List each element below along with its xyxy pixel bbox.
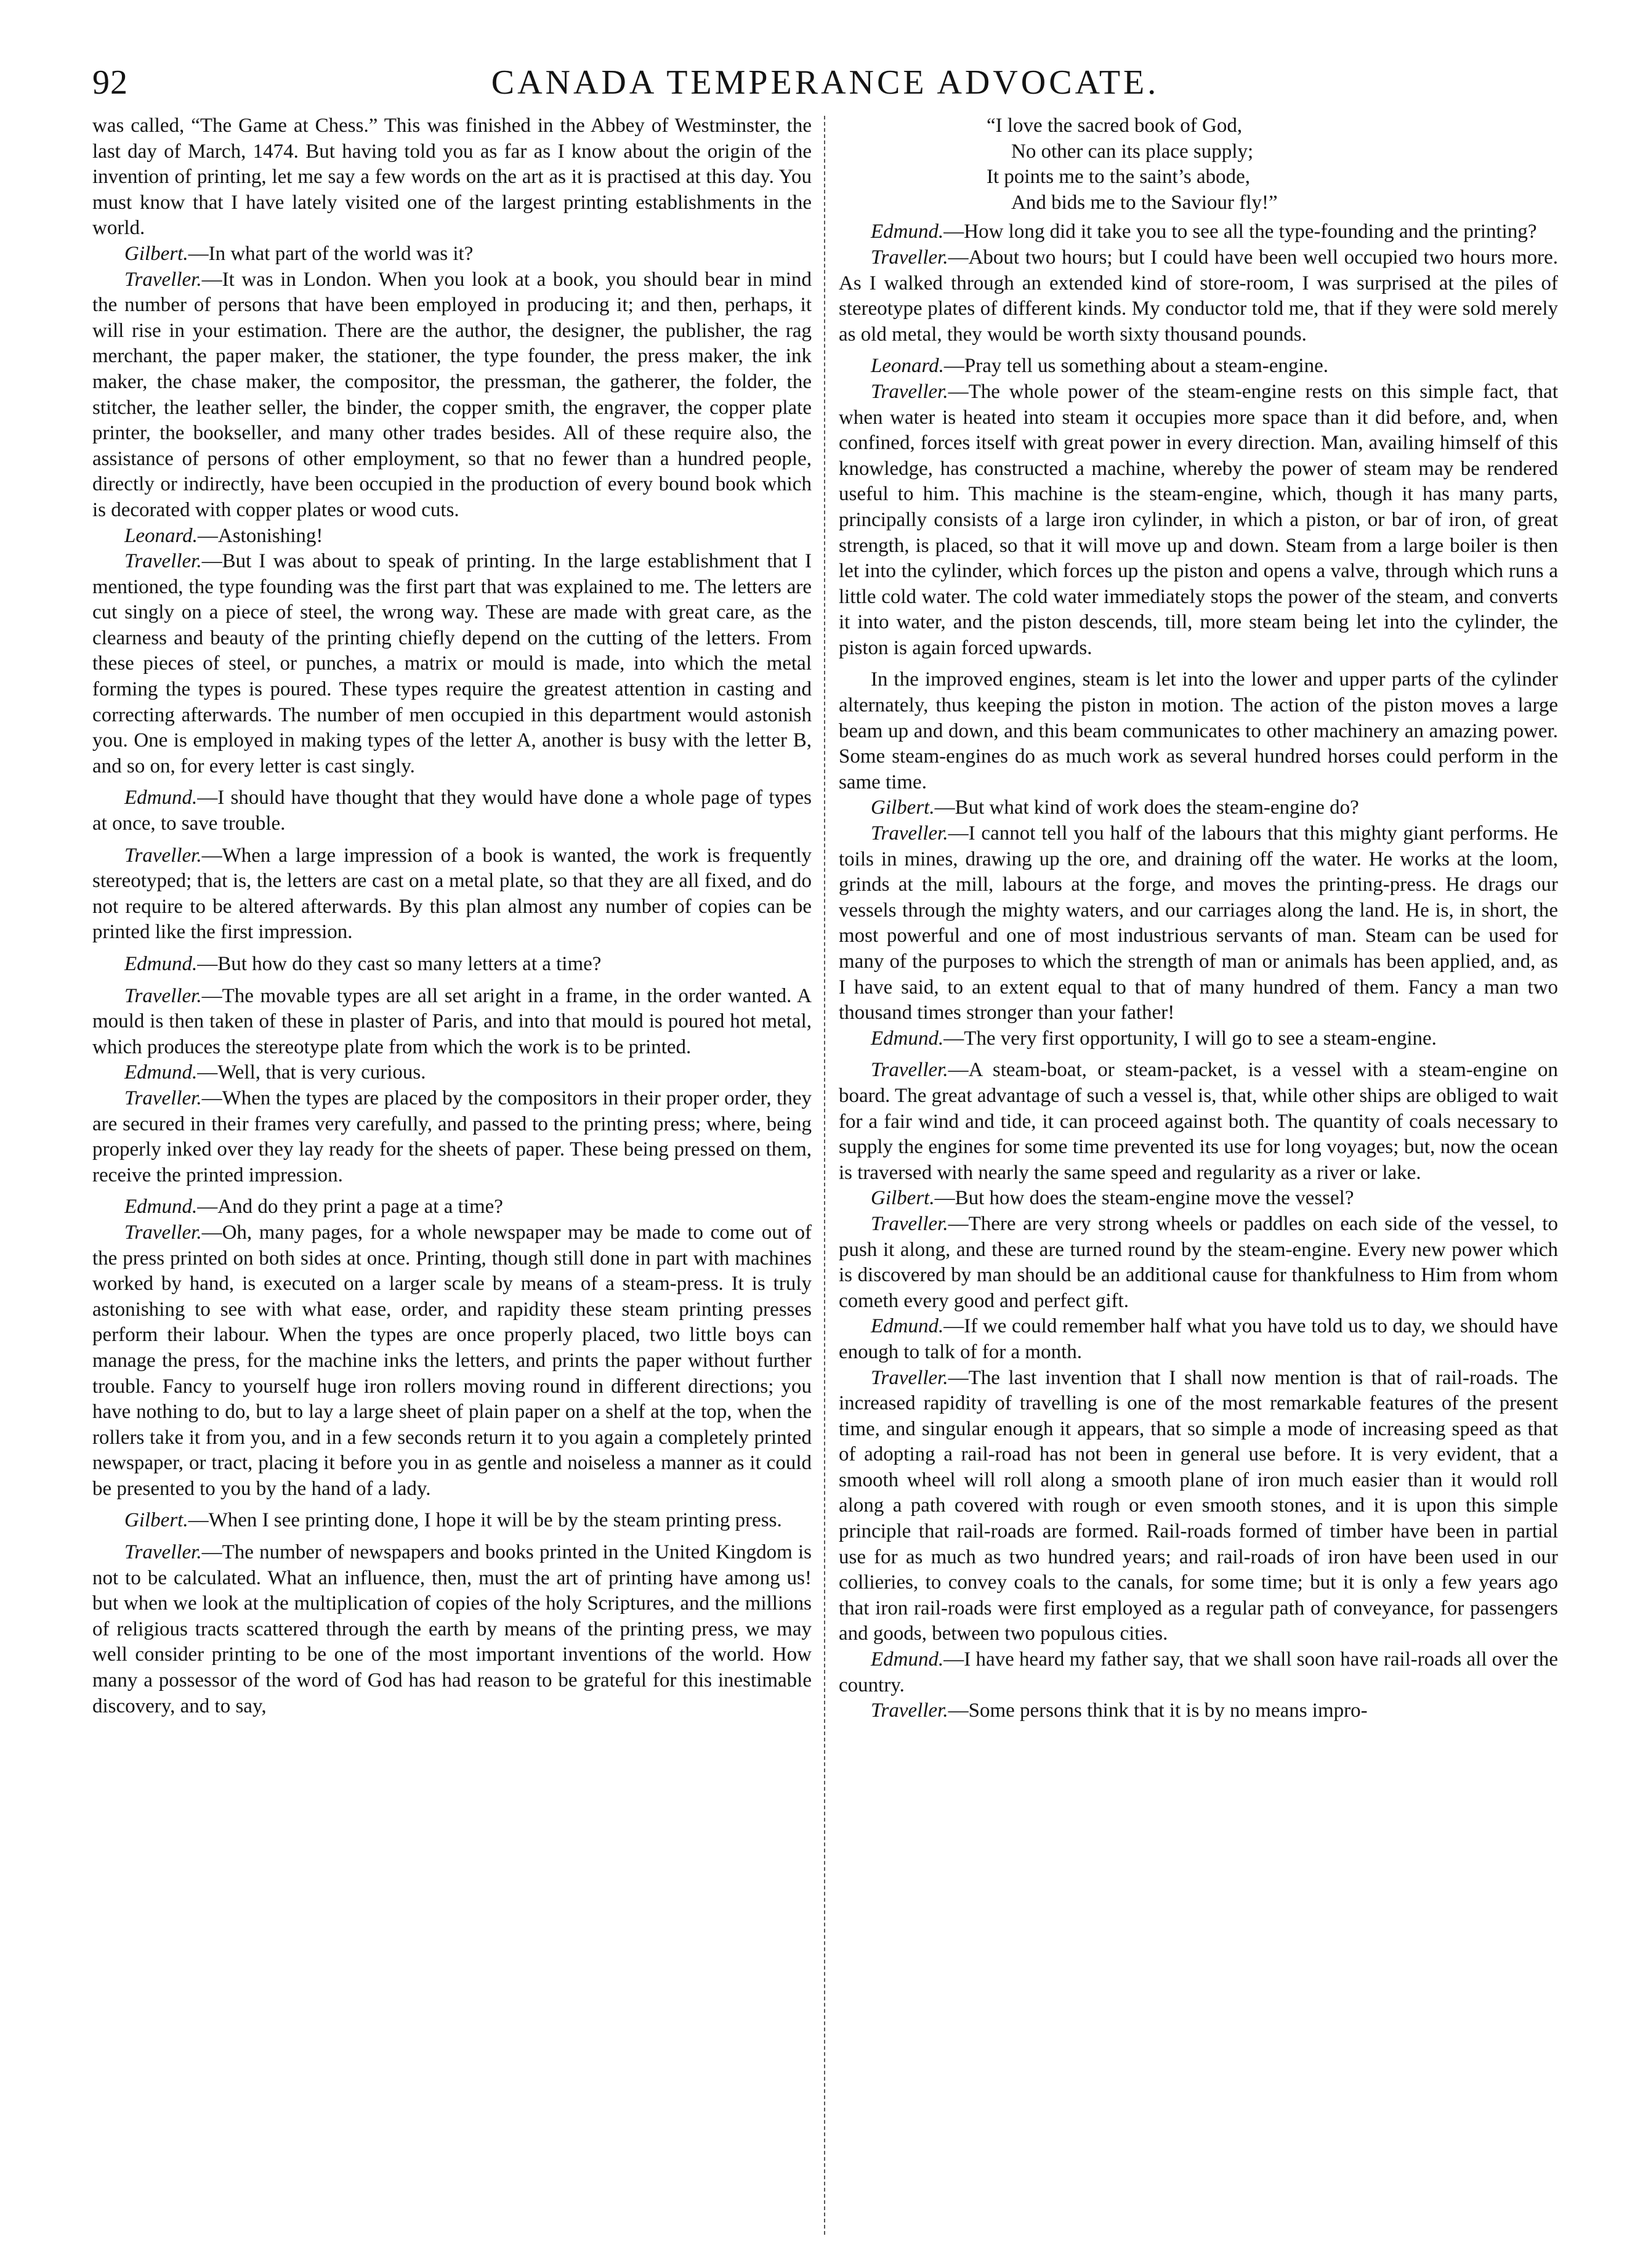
paragraph-text: —If we could remember half what you have told us to day, we should have enough to talk of for a month. [839,1315,1558,1363]
paragraph [839,1058,1558,1186]
paragraph-text: —But how does the steam-engine move the vessel? [934,1187,1354,1210]
speaker-name: Traveller. [124,1541,202,1564]
paragraph-text: —The last invention that I shall now mention is that of rail-roads. The increased rapidity of travelling is one of the most remarkable features of the present time, and singular enough it appears, that so simple a mode of increasing speed as that of adopting a rail-road has not been in general use before. It is very evident, that a smooth wheel will roll along a smooth plane of iron much easier than it would roll along a path covered with rough or even smooth stones, and it is upon this simple principle that rail-roads are formed. Rail-roads formed of timber have been in partial use for as much as two hundred years; and rail-roads of iron have been used in our collieries, to convey coals to the canals, for some time; but it is only a few years ago that iron rail-roads were first employed as a regular path of conveyance, for passengers and goods, between two populous cities. [839,1366,1558,1645]
paragraph [839,1026,1558,1052]
paragraph [839,795,1558,821]
page-header [86,59,1564,108]
paragraph [839,1698,1558,1724]
paragraph [839,1212,1558,1314]
paragraph [839,245,1558,347]
paragraph-text: —But how do they cast so many letters at a time? [197,953,602,975]
paragraph-text: —The movable types are all set aright in a frame, in the order wanted. A mould is then taken of these in plaster of Paris, and into that mould is poured hot metal, which produces the stereotype plate from which the work is to be printed. [92,984,812,1058]
paragraph [839,354,1558,379]
speaker-name: Edmund. [871,221,944,243]
paragraph [92,984,812,1061]
paragraph [839,667,1558,795]
paragraph [839,1647,1558,1698]
paragraph [92,1060,812,1086]
speaker-name: Traveller. [871,1699,948,1722]
speaker-name: Traveller. [871,1212,948,1235]
speaker-name: Gilbert. [124,242,188,265]
paragraph [839,1314,1558,1365]
column-divider [824,116,825,2235]
paragraph-text: —When the types are placed by the compositors in their proper order, they are secured in their frames very carefully, and passed to the printing press; where, being properly inked over they lay ready for the sheets of paper. These being pressed on them, receive the printed impression. [92,1087,812,1186]
paragraph-text: In the improved engines, steam is let into the lower and upper parts of the cylinder alternately, thus keeping the piston in motion. The action of the piston moves a large beam up and down, and this beam communicates to other machinery an amazing power. Some steam-engines do as much work as several hundred horses could perform in the same time. [839,668,1558,793]
speaker-name: Edmund. [871,1315,944,1338]
paragraph [92,1220,812,1502]
page-title: CANADA TEMPERANCE ADVOCATE. [491,63,1160,102]
paragraph [92,524,812,549]
speaker-name: Traveller. [871,822,948,845]
speaker-name: Traveller. [124,844,202,867]
paragraph [839,219,1558,245]
paragraph-text: —In what part of the world was it? [188,242,474,265]
paragraph [92,1508,812,1534]
speaker-name: Traveller. [124,984,202,1007]
paragraph-text: —The number of newspapers and books printed in the United Kingdom is not to be calculated. What an influence, then, must the art of printing have among us! but when we look at the multiplication of copies of the holy Scriptures, and the millions of religious tracts scattered through the earth by means of the printing press, we may well consider printing to be one of the most important inventions of the world. How many a possessor of the word of God has had reason to be grateful for this inestimable discovery, and to say, [92,1541,812,1717]
speaker-name: Gilbert. [871,796,935,819]
paragraph-text: was called, “The Game at Chess.” This was finished in the Abbey of Westminster, the last day of March, 1474. But having told you as far as I know about the origin of the invention of printing, let me say a few words on the art as it is practised at this day. You must know that I have lately visited one of the largest printing establishments in the world. [92,115,812,240]
paragraph-text: —There are very strong wheels or paddles on each side of the vessel, to push it along, and these are turned round by the steam-engine. Every new power which is discovered by man should be an additional cause for thankfulness to Him from whom cometh every good and perfect gift. [839,1212,1558,1312]
paragraph-text: —But what kind of work does the steam-engine do? [934,796,1359,819]
right-column [839,113,1558,2245]
poem-line: “I love the sacred book of God, [987,115,1243,137]
speaker-name: Edmund. [124,787,198,809]
paragraph [92,267,812,524]
paragraph [92,785,812,836]
speaker-name: Traveller. [124,268,202,291]
paragraph [92,843,812,946]
paragraph-text: —When I see printing done, I hope it will be by the steam printing press. [188,1509,782,1532]
speaker-name: Traveller. [124,550,202,573]
speaker-name: Edmund. [871,1648,944,1671]
paragraph [92,113,812,241]
paragraph [839,1366,1558,1648]
speaker-name: Traveller. [871,1059,948,1082]
left-column [92,113,812,2245]
paragraph-text: —About two hours; but I could have been well occupied two hours more. As I walked through an extended kind of store-room, I was surprised at the piles of stereotype plates of different kinds. My conductor told me, that if they were sold merely as old metal, they would be worth sixty thousand pounds. [839,246,1558,346]
paragraph-text: —But I was about to speak of printing. In the large establishment that I mentioned, the type founding was the first part that was explained to me. The letters are cut singly on a piece of steel, the wrong way. These are made with great care, as the clearness and beauty of the printing chiefly depend on the cutting of the letters. From these pieces of steel, or punches, a matrix or mould is made, into which the metal forming the types is poured. These types require the greatest attention in casting and correcting afterwards. The number of men occupied in this department would astonish you. One is employed in making types of the letter A, another is busy with the letter B, and so on, for every letter is cast singly. [92,550,812,777]
speaker-name: Traveller. [124,1221,202,1244]
speaker-name: Gilbert. [124,1509,188,1532]
speaker-name: Edmund. [871,1027,944,1050]
poem-line: And bids me to the Saviour fly!” [1011,191,1278,214]
paragraph [92,952,812,978]
paragraph-text: —A steam-boat, or steam-packet, is a vessel with a steam-engine on board. The great advantage of such a vessel is, that, while other ships are obliged to wait for a fair wind and tide, it can proceed against both. The quantity of coals necessary to supply the engines for some time prevented its use for long voyages; but, now the ocean is traversed with nearly the same speed and regularity as a river or lake. [839,1059,1558,1184]
speaker-name: Traveller. [124,1087,202,1109]
paragraph [839,1186,1558,1212]
paragraph-text: —The very first opportunity, I will go to see a steam-engine. [943,1027,1437,1050]
poem-quote [839,113,1558,216]
paragraph [92,549,812,779]
speaker-name: Traveller. [871,380,948,403]
poem-line: It points me to the saint’s abode, [987,166,1251,188]
paragraph [92,1194,812,1220]
paragraph-text: —I cannot tell you half of the labours that this mighty giant performs. He toils in mines, drawing up the ore, and draining off the water. He works at the loom, grinds at the mill, labours at the forge, and moves the printing-press. He drags our vessels through the mighty waters, and our carriages along the land. He is, in short, the most powerful and one of most industrious servants of man. Steam can be used for many of the purposes to which the strength of man or animals has been applied, and, as I have said, to an extent equal to that of many hundred of them. Fancy a man two thousand times stronger than your father! [839,822,1558,1024]
paragraph [92,1540,812,1719]
speaker-name: Gilbert. [871,1187,935,1210]
speaker-name: Leonard. [871,355,944,378]
speaker-name: Leonard. [124,524,198,547]
speaker-name: Traveller. [871,1366,948,1389]
speaker-name: Edmund. [124,1196,198,1218]
paragraph [92,241,812,267]
paragraph-text: —Pray tell us something about a steam-engine. [943,355,1328,378]
paragraph-text: —The whole power of the steam-engine rests on this simple fact, that when water is heated into steam it occupies more space than it did before, and, when confined, forces itself with great power in every direction. Man, availing himself of this knowledge, has constructed a machine, whereby the power of steam may be rendered useful to him. This machine is the steam-engine, which, though it has many parts, principally consists of a large iron cylinder, in which a piston, or bar of iron, of great strength, is placed, so that it will move up and down. Steam from a large boiler is then let into the cylinder, which forces up the piston and opens a valve, through which runs a little cold water. The cold water immediately stops the power of the steam, and converts it into water, and the piston descends, till, more steam being let into the cylinder, the piston is again forced upwards. [839,380,1558,659]
speaker-name: Traveller. [871,246,948,269]
paragraph-text: —It was in London. When you look at a book, you should bear in mind the number of persons that have been employed in producing it; and then, perhaps, it will rise in your estimation. There are the author, the designer, the publisher, the rag merchant, the paper maker, the stationer, the type founder, the press maker, the ink maker, the chase maker, the compositor, the pressman, the gatherer, the folder, the stitcher, the leather seller, the binder, the copper smith, the engraver, the copper plate printer, the bookseller, and many other trades besides. All of these require also, the assistance of persons of other employment, so that no fewer than a hundred people, directly or indirectly, have been occupied in the production of every bound book which is decorated with copper plates or wood cuts. [92,268,812,521]
speaker-name: Edmund. [124,1061,198,1084]
poem-line: No other can its place supply; [1011,140,1254,163]
paragraph-text: —Some persons think that it is by no means impro- [948,1699,1368,1722]
paragraph-text: —How long did it take you to see all the type-founding and the printing? [943,221,1537,243]
paragraph-text: —Well, that is very curious. [197,1061,426,1084]
page-number: 92 [92,63,128,102]
paragraph-text: —When a large impression of a book is wanted, the work is frequently stereotyped; that is, the letters are cast on a metal plate, so that they are all fixed, and do not require to be altered afterwards. By this plan almost any number of copies can be printed like the first impression. [92,844,812,944]
paragraph-text: —And do they print a page at a time? [197,1196,503,1218]
paragraph-text: —Oh, many pages, for a whole newspaper may be made to come out of the press printed on both sides at once. Printing, though still done in part with machines worked by hand, is executed on a larger scale by means of a steam-press. It is truly astonishing to see with what ease, order, and rapidity these steam printing presses perform their labour. When the types are once properly placed, two little boys can manage the press, for the machine inks the letters, and prints the paper without further trouble. Fancy to yourself huge iron rollers moving round in different directions; you have nothing to do, but to lay a large sheet of plain paper on a shelf at the top, when the rollers take it from you, and in a few seconds return it to you again a completely printed newspaper, or tract, placing it before you in as gentle and noiseless a manner as it could be presented to you by the hand of a lady. [92,1221,812,1500]
speaker-name: Edmund. [124,953,198,975]
paragraph-text: —Astonishing! [197,524,323,547]
paragraph-text: —I should have thought that they would have done a whole page of types at once, to save trouble. [92,787,812,835]
paragraph-text: —I have heard my father say, that we shall soon have rail-roads all over the country. [839,1648,1558,1696]
paragraph [839,379,1558,662]
paragraph [92,1086,812,1188]
paragraph [839,821,1558,1026]
